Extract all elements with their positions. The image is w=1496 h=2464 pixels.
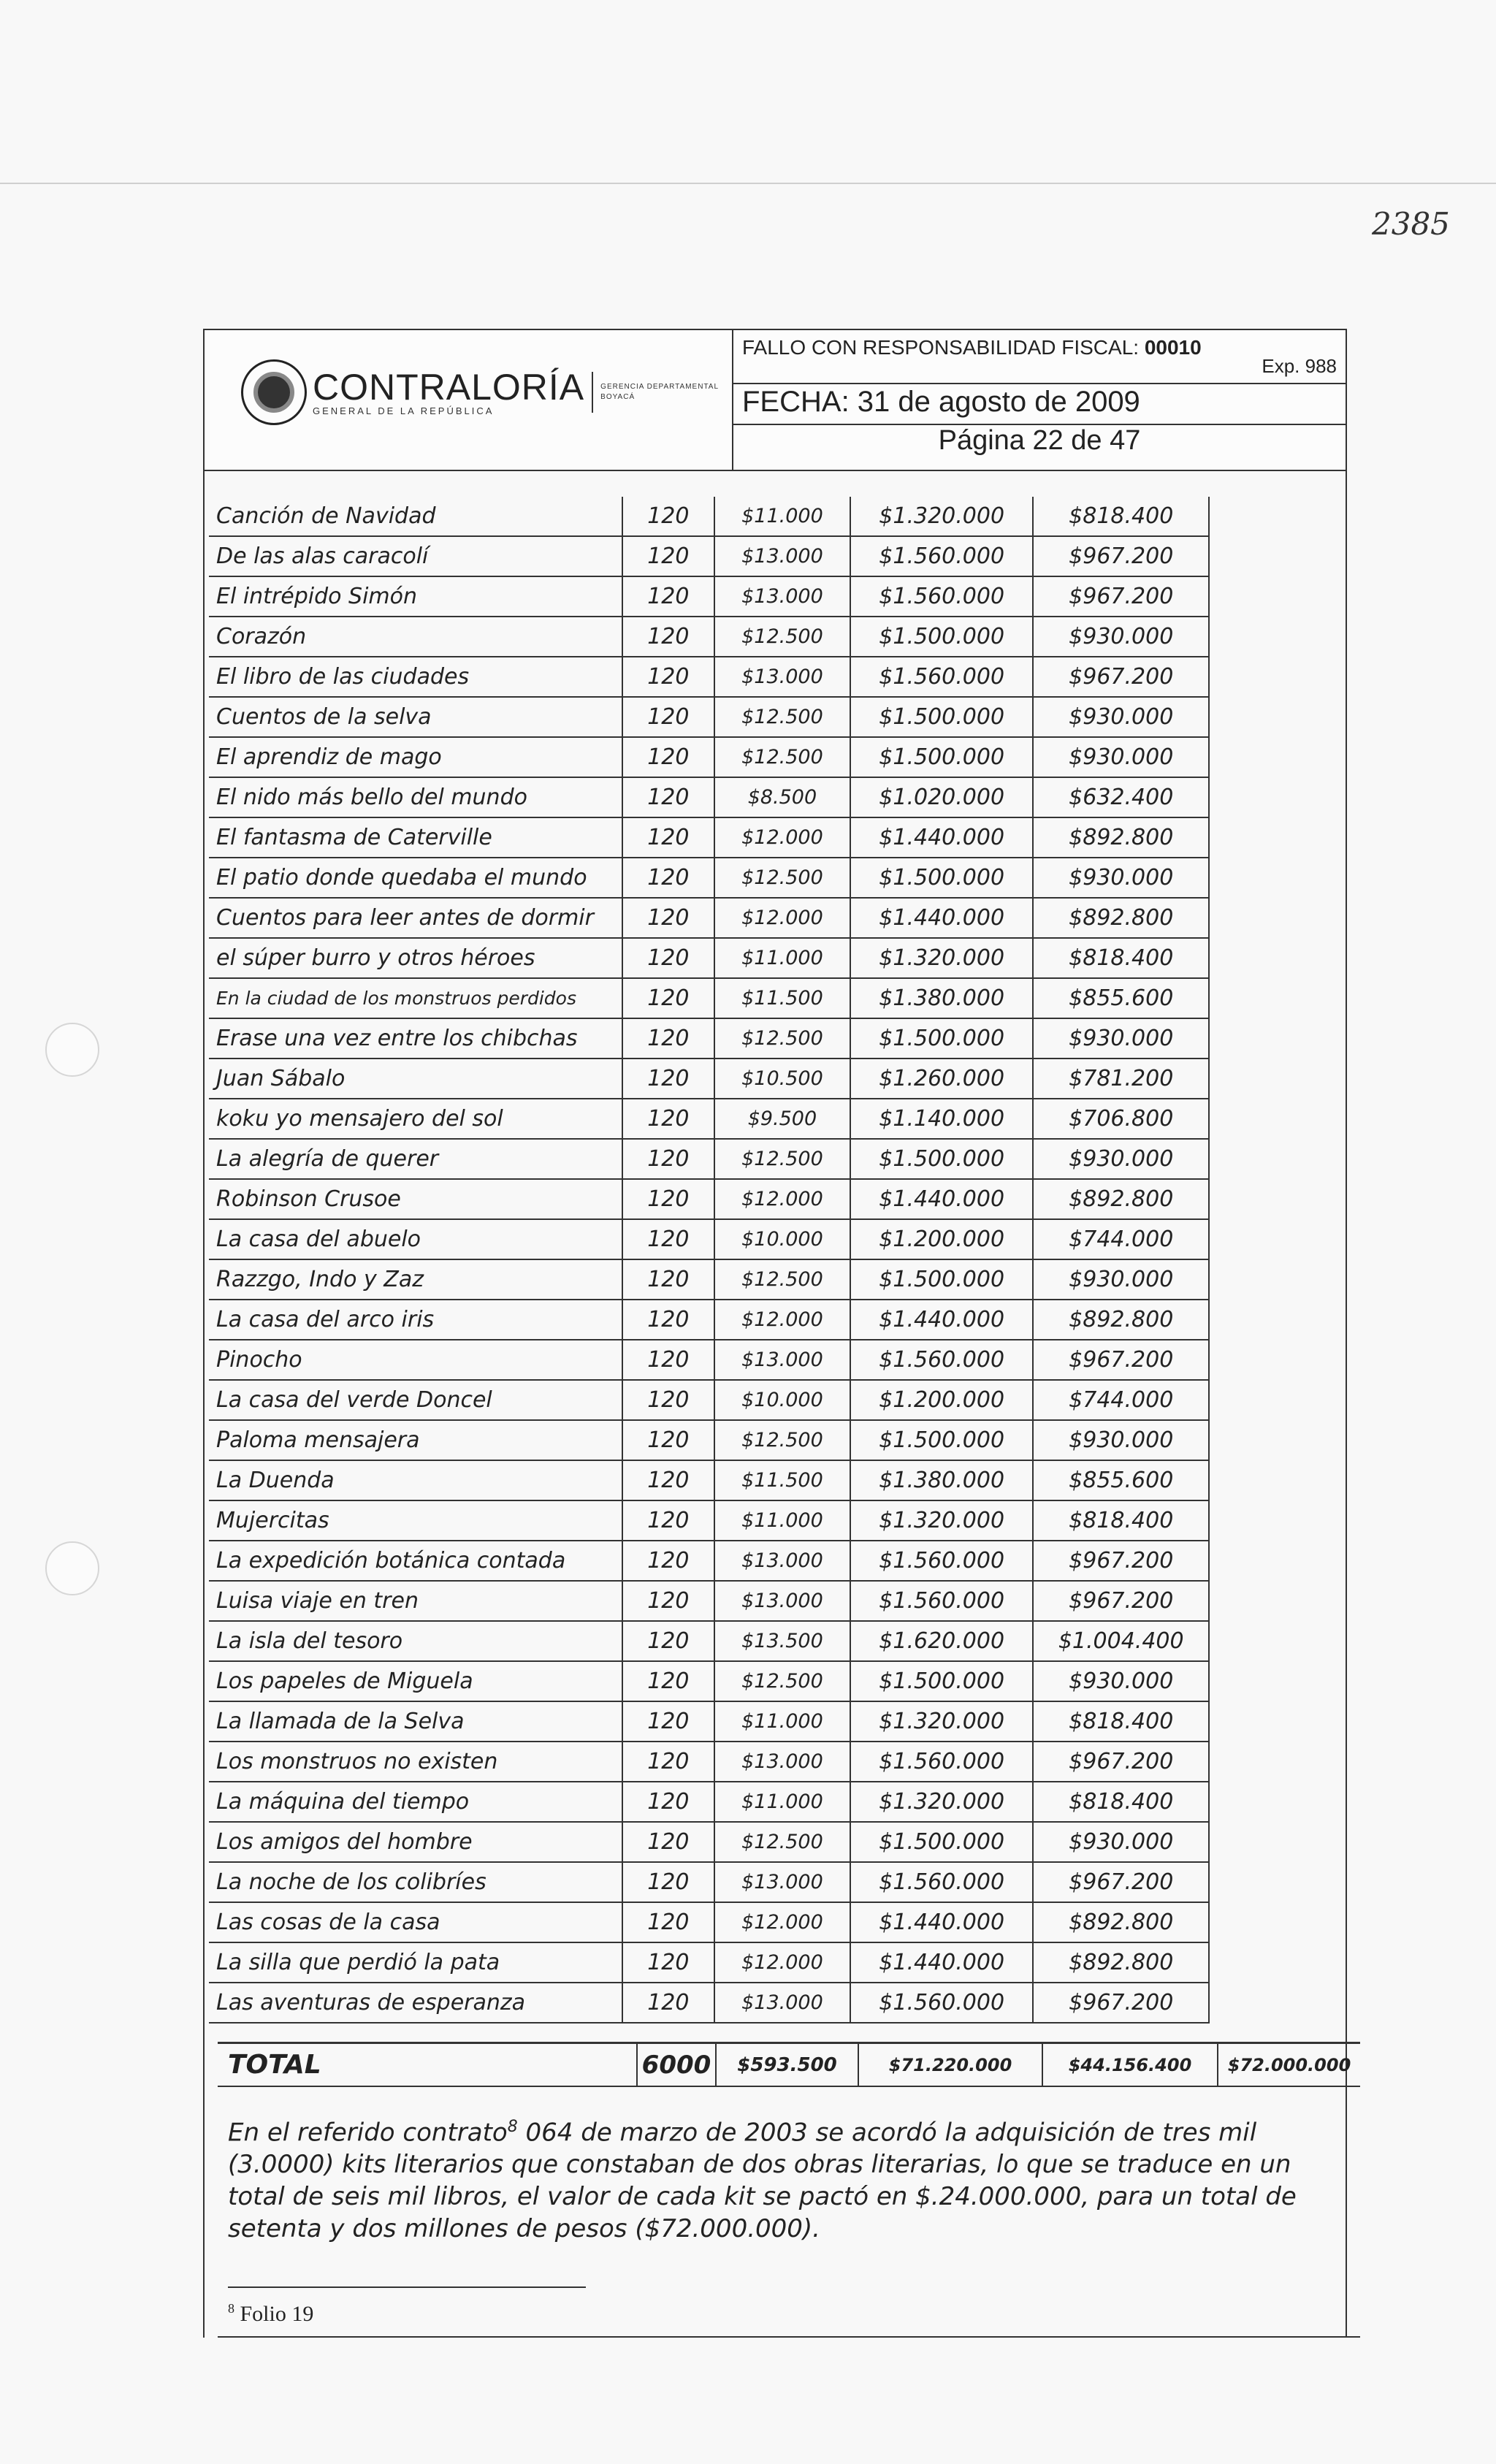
book-title: El patio donde quedaba el mundo (209, 858, 623, 897)
book-unit-price: $13.000 (715, 1340, 851, 1379)
total-contract: $72.000.000 (1227, 2054, 1351, 2075)
book-value: $967.200 (1034, 657, 1210, 696)
fallo-number: 00010 (1144, 336, 1202, 359)
fecha: FECHA: 31 de agosto de 2009 (742, 386, 1140, 418)
book-total: $1.560.000 (851, 1983, 1034, 2022)
book-title: La noche de los colibríes (209, 1863, 623, 1902)
book-qty: 120 (623, 698, 715, 736)
table-row (209, 1702, 1210, 1742)
book-value: $892.800 (1034, 1903, 1210, 1942)
book-qty: 120 (623, 1823, 715, 1861)
book-title: La Duenda (209, 1461, 623, 1500)
expediente: Exp. 988 (1262, 355, 1337, 377)
footnote-text: Folio 19 (234, 2302, 314, 2326)
table-row (209, 1863, 1210, 1903)
book-title: En la ciudad de los monstruos perdidos (209, 979, 623, 1018)
logo-brand: CONTRALORÍA (313, 366, 585, 408)
table-row (209, 1300, 1210, 1340)
book-value: $967.200 (1034, 1983, 1210, 2022)
table-row (209, 1059, 1210, 1099)
book-value: $1.004.400 (1034, 1622, 1210, 1660)
book-unit-price: $12.000 (715, 1943, 851, 1982)
book-unit-price: $11.500 (715, 1461, 851, 1500)
book-total: $1.560.000 (851, 577, 1034, 616)
book-qty: 120 (623, 1059, 715, 1098)
book-qty: 120 (623, 1220, 715, 1259)
book-qty: 120 (623, 1260, 715, 1299)
book-value: $930.000 (1034, 858, 1210, 897)
table-row (209, 1501, 1210, 1541)
book-value: $892.800 (1034, 1943, 1210, 1982)
table-row (209, 1381, 1210, 1421)
book-value: $930.000 (1034, 1140, 1210, 1178)
book-qty: 120 (623, 1863, 715, 1902)
book-unit-price: $13.000 (715, 1582, 851, 1620)
book-total: $1.500.000 (851, 617, 1034, 656)
book-total: $1.560.000 (851, 1742, 1034, 1781)
table-row (209, 1461, 1210, 1501)
book-qty: 120 (623, 858, 715, 897)
book-unit-price: $13.000 (715, 1541, 851, 1580)
page-edge (0, 183, 1496, 184)
book-value: $781.200 (1034, 1059, 1210, 1098)
book-title: Luisa viaje en tren (209, 1582, 623, 1620)
book-unit-price: $12.500 (715, 1019, 851, 1058)
table-row (209, 1220, 1210, 1260)
book-total: $1.320.000 (851, 1501, 1034, 1540)
table-row (209, 537, 1210, 577)
footnote-number: 8 (228, 2301, 234, 2316)
book-unit-price: $12.500 (715, 1662, 851, 1701)
total-sum: $71.220.000 (859, 2044, 1043, 2086)
table-row (209, 738, 1210, 778)
book-title: La casa del verde Doncel (209, 1381, 623, 1419)
book-title: El fantasma de Caterville (209, 818, 623, 857)
book-unit-price: $13.000 (715, 577, 851, 616)
book-unit-price: $12.000 (715, 1903, 851, 1942)
book-total: $1.260.000 (851, 1059, 1034, 1098)
book-value: $967.200 (1034, 537, 1210, 576)
book-unit-price: $12.500 (715, 1421, 851, 1460)
book-qty: 120 (623, 778, 715, 817)
book-total: $1.500.000 (851, 1662, 1034, 1701)
book-total: $1.320.000 (851, 939, 1034, 977)
book-qty: 120 (623, 1983, 715, 2022)
book-title: Corazón (209, 617, 623, 656)
table-row (209, 657, 1210, 698)
book-title: Los papeles de Miguela (209, 1662, 623, 1701)
book-total: $1.440.000 (851, 899, 1034, 937)
fallo-label: FALLO CON RESPONSABILIDAD FISCAL: (742, 336, 1140, 359)
book-unit-price: $11.000 (715, 1501, 851, 1540)
book-value: $967.200 (1034, 1582, 1210, 1620)
book-total: $1.620.000 (851, 1622, 1034, 1660)
book-unit-price: $12.500 (715, 617, 851, 656)
book-title: Los monstruos no existen (209, 1742, 623, 1781)
book-title: El nido más bello del mundo (209, 778, 623, 817)
binder-hole (45, 1541, 99, 1595)
table-row (209, 979, 1210, 1019)
table-row (209, 617, 1210, 657)
book-value: $744.000 (1034, 1220, 1210, 1259)
total-label: TOTAL (218, 2044, 638, 2086)
book-qty: 120 (623, 1501, 715, 1540)
footnote-ref: 8 (507, 2118, 518, 2136)
book-total: $1.320.000 (851, 1782, 1034, 1821)
total-value: $44.156.400 (1043, 2044, 1218, 2086)
book-title: Juan Sábalo (209, 1059, 623, 1098)
frame-border (203, 471, 205, 2338)
book-value: $930.000 (1034, 617, 1210, 656)
book-value: $892.800 (1034, 899, 1210, 937)
book-unit-price: $11.000 (715, 1782, 851, 1821)
table-row (209, 899, 1210, 939)
book-value: $967.200 (1034, 1340, 1210, 1379)
book-qty: 120 (623, 1582, 715, 1620)
book-title: Mujercitas (209, 1501, 623, 1540)
seal-icon (241, 359, 307, 425)
book-unit-price: $12.000 (715, 818, 851, 857)
book-title: Las aventuras de esperanza (209, 1983, 623, 2022)
footnote-rule (228, 2286, 586, 2288)
book-qty: 120 (623, 1702, 715, 1741)
book-title: koku yo mensajero del sol (209, 1099, 623, 1138)
table-row (209, 577, 1210, 617)
book-title: La isla del tesoro (209, 1622, 623, 1660)
table-row (209, 1582, 1210, 1622)
book-qty: 120 (623, 657, 715, 696)
contract-paragraph (228, 2111, 1353, 2245)
contraloria-logo (241, 359, 719, 425)
book-unit-price: $13.000 (715, 1863, 851, 1902)
book-unit-price: $11.000 (715, 497, 851, 535)
book-total: $1.560.000 (851, 657, 1034, 696)
book-qty: 120 (623, 1300, 715, 1339)
book-unit-price: $10.000 (715, 1220, 851, 1259)
book-qty: 120 (623, 577, 715, 616)
book-value: $855.600 (1034, 1461, 1210, 1500)
table-row (209, 1019, 1210, 1059)
paragraph-text: En el referido contrato (228, 2118, 508, 2148)
book-value: $930.000 (1034, 698, 1210, 736)
book-qty: 120 (623, 979, 715, 1018)
book-value: $892.800 (1034, 1180, 1210, 1218)
book-value: $632.400 (1034, 778, 1210, 817)
table-row (209, 1943, 1210, 1983)
fallo-line (742, 336, 1202, 359)
book-qty: 120 (623, 1782, 715, 1821)
book-unit-price: $9.500 (715, 1099, 851, 1138)
book-unit-price: $13.000 (715, 537, 851, 576)
book-value: $892.800 (1034, 1300, 1210, 1339)
book-qty: 120 (623, 537, 715, 576)
logo-subtitle: GENERAL DE LA REPÚBLICA (313, 405, 495, 416)
table-row (209, 1340, 1210, 1381)
book-qty: 120 (623, 1903, 715, 1942)
book-qty: 120 (623, 617, 715, 656)
table-row (209, 1662, 1210, 1702)
book-total: $1.440.000 (851, 818, 1034, 857)
book-total: $1.380.000 (851, 1461, 1034, 1500)
book-unit-price: $12.500 (715, 1823, 851, 1861)
footnote (228, 2301, 313, 2327)
book-qty: 120 (623, 1662, 715, 1701)
book-table (209, 497, 1210, 2024)
book-total: $1.500.000 (851, 1019, 1034, 1058)
book-qty: 120 (623, 1421, 715, 1460)
table-row (209, 1622, 1210, 1662)
book-total: $1.500.000 (851, 738, 1034, 777)
book-total: $1.500.000 (851, 1421, 1034, 1460)
book-value: $818.400 (1034, 1501, 1210, 1540)
table-row (209, 858, 1210, 899)
table-row (209, 698, 1210, 738)
book-value: $744.000 (1034, 1381, 1210, 1419)
book-total: $1.320.000 (851, 1702, 1034, 1741)
logo-region: BOYACÁ (600, 393, 636, 401)
book-unit-price: $12.500 (715, 1140, 851, 1178)
book-title: La llamada de la Selva (209, 1702, 623, 1741)
book-qty: 120 (623, 1622, 715, 1660)
book-unit-price: $10.500 (715, 1059, 851, 1098)
book-unit-price: $12.500 (715, 1260, 851, 1299)
book-title: La expedición botánica contada (209, 1541, 623, 1580)
book-qty: 120 (623, 939, 715, 977)
book-unit-price: $11.000 (715, 939, 851, 977)
book-title: Erase una vez entre los chibchas (209, 1019, 623, 1058)
book-title: El libro de las ciudades (209, 657, 623, 696)
book-total: $1.140.000 (851, 1099, 1034, 1138)
book-total: $1.380.000 (851, 979, 1034, 1018)
table-row (209, 1541, 1210, 1582)
book-title: Cuentos para leer antes de dormir (209, 899, 623, 937)
book-title: Razzgo, Indo y Zaz (209, 1260, 623, 1299)
book-total: $1.500.000 (851, 1140, 1034, 1178)
book-qty: 120 (623, 818, 715, 857)
table-row (209, 818, 1210, 858)
book-qty: 120 (623, 899, 715, 937)
page-number: Página 22 de 47 (938, 425, 1141, 456)
total-unit: $593.500 (717, 2044, 859, 2086)
book-total: $1.560.000 (851, 1582, 1034, 1620)
book-title: La casa del abuelo (209, 1220, 623, 1259)
table-row (209, 1782, 1210, 1823)
binder-hole (45, 1023, 99, 1077)
table-row (209, 1140, 1210, 1180)
book-unit-price: $12.000 (715, 1300, 851, 1339)
book-total: $1.320.000 (851, 497, 1034, 535)
book-total: $1.560.000 (851, 537, 1034, 576)
book-unit-price: $11.500 (715, 979, 851, 1018)
book-unit-price: $12.500 (715, 738, 851, 777)
book-total: $1.020.000 (851, 778, 1034, 817)
book-value: $818.400 (1034, 939, 1210, 977)
book-unit-price: $12.000 (715, 899, 851, 937)
book-value: $967.200 (1034, 577, 1210, 616)
handwritten-folio-number: 2385 (1372, 206, 1450, 242)
book-title: La alegría de querer (209, 1140, 623, 1178)
book-total: $1.440.000 (851, 1300, 1034, 1339)
book-total: $1.560.000 (851, 1863, 1034, 1902)
book-total: $1.200.000 (851, 1381, 1034, 1419)
total-qty: 6000 (638, 2044, 717, 2086)
book-value: $855.600 (1034, 979, 1210, 1018)
table-row (209, 1742, 1210, 1782)
frame-border (218, 2336, 1360, 2338)
book-title: La silla que perdió la pata (209, 1943, 623, 1982)
book-value: $818.400 (1034, 1782, 1210, 1821)
book-value: $930.000 (1034, 1260, 1210, 1299)
book-total: $1.500.000 (851, 1823, 1034, 1861)
table-row (209, 1983, 1210, 2024)
table-row (209, 497, 1210, 537)
book-title: Cuentos de la selva (209, 698, 623, 736)
book-total: $1.440.000 (851, 1180, 1034, 1218)
book-qty: 120 (623, 1742, 715, 1781)
book-unit-price: $13.500 (715, 1622, 851, 1660)
book-qty: 120 (623, 497, 715, 535)
book-value: $706.800 (1034, 1099, 1210, 1138)
document-header (203, 329, 1347, 471)
paragraph-text: 064 de marzo de 2003 se acordó la adquisición de tres mil (3.0000) kits literarios que constaban de dos obras literarias, lo que se traduce en un total de seis mil libros, el valor de cada kit se pactó en $.24.000.000, para un total de setenta y dos millones de pesos ($72.000.000). (228, 2118, 1297, 2244)
book-value: $930.000 (1034, 1421, 1210, 1460)
book-value: $892.800 (1034, 818, 1210, 857)
book-value: $930.000 (1034, 1823, 1210, 1861)
book-title: el súper burro y otros héroes (209, 939, 623, 977)
logo-gerencia: GERENCIA DEPARTAMENTAL (600, 383, 720, 391)
book-title: Pinocho (209, 1340, 623, 1379)
book-total: $1.440.000 (851, 1903, 1034, 1942)
book-total: $1.440.000 (851, 1943, 1034, 1982)
book-value: $930.000 (1034, 738, 1210, 777)
book-title: Los amigos del hombre (209, 1823, 623, 1861)
book-qty: 120 (623, 1099, 715, 1138)
book-qty: 120 (623, 1019, 715, 1058)
book-qty: 120 (623, 1340, 715, 1379)
book-value: $818.400 (1034, 497, 1210, 535)
book-value: $930.000 (1034, 1019, 1210, 1058)
book-total: $1.500.000 (851, 1260, 1034, 1299)
header-rule (732, 383, 1347, 384)
table-row (209, 1099, 1210, 1140)
book-total: $1.200.000 (851, 1220, 1034, 1259)
book-title: Canción de Navidad (209, 497, 623, 535)
book-title: Robinson Crusoe (209, 1180, 623, 1218)
book-unit-price: $12.500 (715, 698, 851, 736)
book-title: De las alas caracolí (209, 537, 623, 576)
book-unit-price: $13.000 (715, 1983, 851, 2022)
table-row (209, 1180, 1210, 1220)
book-title: Las cosas de la casa (209, 1903, 623, 1942)
book-qty: 120 (623, 1381, 715, 1419)
book-qty: 120 (623, 1943, 715, 1982)
book-unit-price: $10.000 (715, 1381, 851, 1419)
book-qty: 120 (623, 1461, 715, 1500)
book-unit-price: $12.000 (715, 1180, 851, 1218)
book-value: $967.200 (1034, 1863, 1210, 1902)
book-title: La máquina del tiempo (209, 1782, 623, 1821)
book-title: Paloma mensajera (209, 1421, 623, 1460)
book-qty: 120 (623, 1180, 715, 1218)
book-unit-price: $11.000 (715, 1702, 851, 1741)
book-total: $1.500.000 (851, 698, 1034, 736)
book-unit-price: $12.500 (715, 858, 851, 897)
book-value: $818.400 (1034, 1702, 1210, 1741)
book-qty: 120 (623, 738, 715, 777)
book-qty: 120 (623, 1140, 715, 1178)
book-value: $930.000 (1034, 1662, 1210, 1701)
table-row (209, 778, 1210, 818)
table-row (209, 1903, 1210, 1943)
table-row (209, 939, 1210, 979)
book-value: $967.200 (1034, 1541, 1210, 1580)
total-row (218, 2042, 1360, 2087)
table-row (209, 1823, 1210, 1863)
book-unit-price: $8.500 (715, 778, 851, 817)
book-title: El intrépido Simón (209, 577, 623, 616)
table-row (209, 1260, 1210, 1300)
book-total: $1.560.000 (851, 1340, 1034, 1379)
book-unit-price: $13.000 (715, 657, 851, 696)
book-qty: 120 (623, 1541, 715, 1580)
book-unit-price: $13.000 (715, 1742, 851, 1781)
book-title: La casa del arco iris (209, 1300, 623, 1339)
book-title: El aprendiz de mago (209, 738, 623, 777)
book-total: $1.560.000 (851, 1541, 1034, 1580)
book-total: $1.500.000 (851, 858, 1034, 897)
table-row (209, 1421, 1210, 1461)
logo-separator (592, 372, 593, 413)
book-value: $967.200 (1034, 1742, 1210, 1781)
